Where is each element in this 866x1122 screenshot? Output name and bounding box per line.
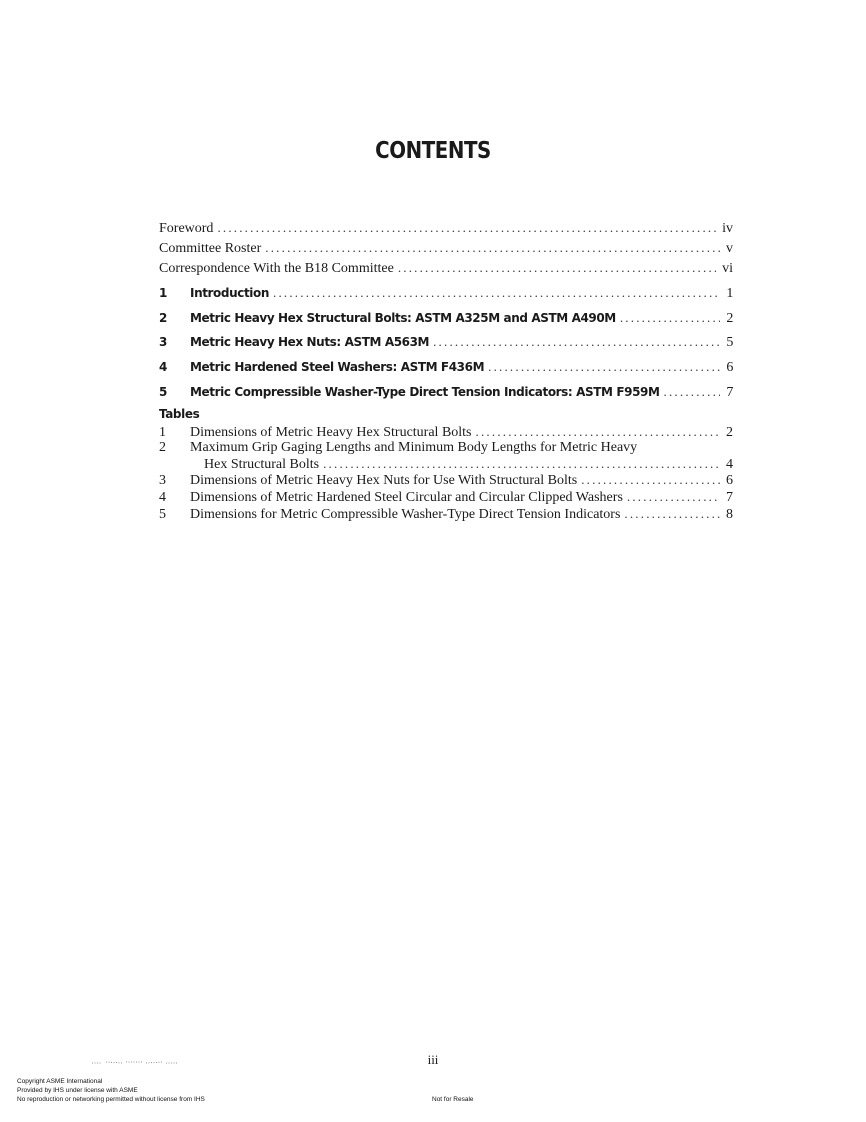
toc-page-number: 4 xyxy=(726,457,733,472)
toc-page-number: 7 xyxy=(726,490,733,505)
section-title: Introduction xyxy=(190,286,269,300)
toc-entry-label: Correspondence With the B18 Committee xyxy=(159,261,394,276)
toc-table-2-line2[interactable] xyxy=(173,456,733,473)
leader-dots xyxy=(624,506,720,522)
toc-table-2-line1[interactable] xyxy=(159,440,733,456)
toc-table-3[interactable] xyxy=(159,472,733,489)
resale-notice: Not for Resale xyxy=(432,1096,474,1103)
tables-heading: Tables xyxy=(159,407,200,421)
leader-dots xyxy=(273,285,720,301)
leader-dots xyxy=(217,220,716,236)
toc-page-number: 8 xyxy=(726,507,733,522)
table-number: 4 xyxy=(159,490,166,505)
leader-dots xyxy=(265,240,720,256)
leader-dots xyxy=(476,424,720,440)
leader-dots xyxy=(627,489,720,505)
toc-section-2[interactable] xyxy=(159,310,733,327)
license-line: Provided by IHS under license with ASME xyxy=(17,1087,138,1094)
toc-entry-label: Foreword xyxy=(159,221,214,236)
toc-entry-foreword[interactable] xyxy=(159,220,733,237)
toc-page-number: v xyxy=(726,241,733,256)
table-title-continued: Hex Structural Bolts xyxy=(204,457,320,472)
section-title: Metric Heavy Hex Nuts: ASTM A563M xyxy=(190,335,430,349)
section-number: 3 xyxy=(159,335,167,349)
toc-entry-committee-roster[interactable] xyxy=(159,240,733,257)
toc-page-number: iv xyxy=(722,221,733,236)
toc-table-4[interactable] xyxy=(159,489,733,506)
toc-section-1[interactable] xyxy=(159,285,733,302)
page-title: CONTENTS xyxy=(375,138,491,164)
table-number: 1 xyxy=(159,425,166,440)
reproduction-notice: No reproduction or networking permitted without license from IHS xyxy=(17,1096,205,1103)
table-title: Maximum Grip Gaging Lengths and Minimum Body Lengths for Metric Heavy xyxy=(190,440,638,455)
section-title: Metric Heavy Hex Structural Bolts: ASTM A325M and ASTM A490M xyxy=(190,311,616,325)
table-number: 3 xyxy=(159,473,166,488)
table-number: 2 xyxy=(159,440,166,455)
toc-page-number: 7 xyxy=(726,385,733,400)
toc-entry-correspondence[interactable] xyxy=(159,260,733,277)
toc-page-number: 6 xyxy=(726,473,733,488)
toc-page-number: vi xyxy=(722,261,733,276)
section-number: 4 xyxy=(159,360,167,374)
toc-page-number: 2 xyxy=(726,311,733,326)
leader-dots xyxy=(664,384,721,400)
section-number: 2 xyxy=(159,311,167,325)
section-number: 1 xyxy=(159,286,167,300)
page-number: iii xyxy=(427,1052,439,1067)
section-number: 5 xyxy=(159,385,167,399)
toc-section-4[interactable] xyxy=(159,359,733,376)
leader-dots xyxy=(323,456,720,472)
toc-section-3[interactable] xyxy=(159,334,733,351)
leader-dots xyxy=(581,472,720,488)
section-title: Metric Compressible Washer-Type Direct Tension Indicators: ASTM F959M xyxy=(190,385,660,399)
toc-table-1[interactable] xyxy=(159,424,733,441)
table-title: Dimensions of Metric Heavy Hex Structural Bolts xyxy=(190,425,472,440)
table-title: Dimensions for Metric Compressible Washer-Type Direct Tension Indicators xyxy=(190,507,621,522)
toc-page-number: 5 xyxy=(726,335,733,350)
toc-table-5[interactable] xyxy=(159,506,733,523)
toc-page-number: 2 xyxy=(726,425,733,440)
table-title: Dimensions of Metric Heavy Hex Nuts for Use With Structural Bolts xyxy=(190,473,578,488)
table-title: Dimensions of Metric Hardened Steel Circular and Circular Clipped Washers xyxy=(190,490,623,505)
toc-entry-label: Committee Roster xyxy=(159,241,262,256)
leader-dots xyxy=(433,334,720,350)
leader-dots xyxy=(620,310,721,326)
toc-page-number: 6 xyxy=(726,360,733,375)
copyright-line: Copyright ASME International xyxy=(17,1078,103,1085)
scanned-mark xyxy=(92,1060,178,1064)
leader-dots xyxy=(398,260,716,276)
section-title: Metric Hardened Steel Washers: ASTM F436M xyxy=(190,360,485,374)
toc-section-5[interactable] xyxy=(159,384,733,401)
leader-dots xyxy=(488,359,720,375)
table-number: 5 xyxy=(159,507,166,522)
toc-page-number: 1 xyxy=(726,286,733,301)
